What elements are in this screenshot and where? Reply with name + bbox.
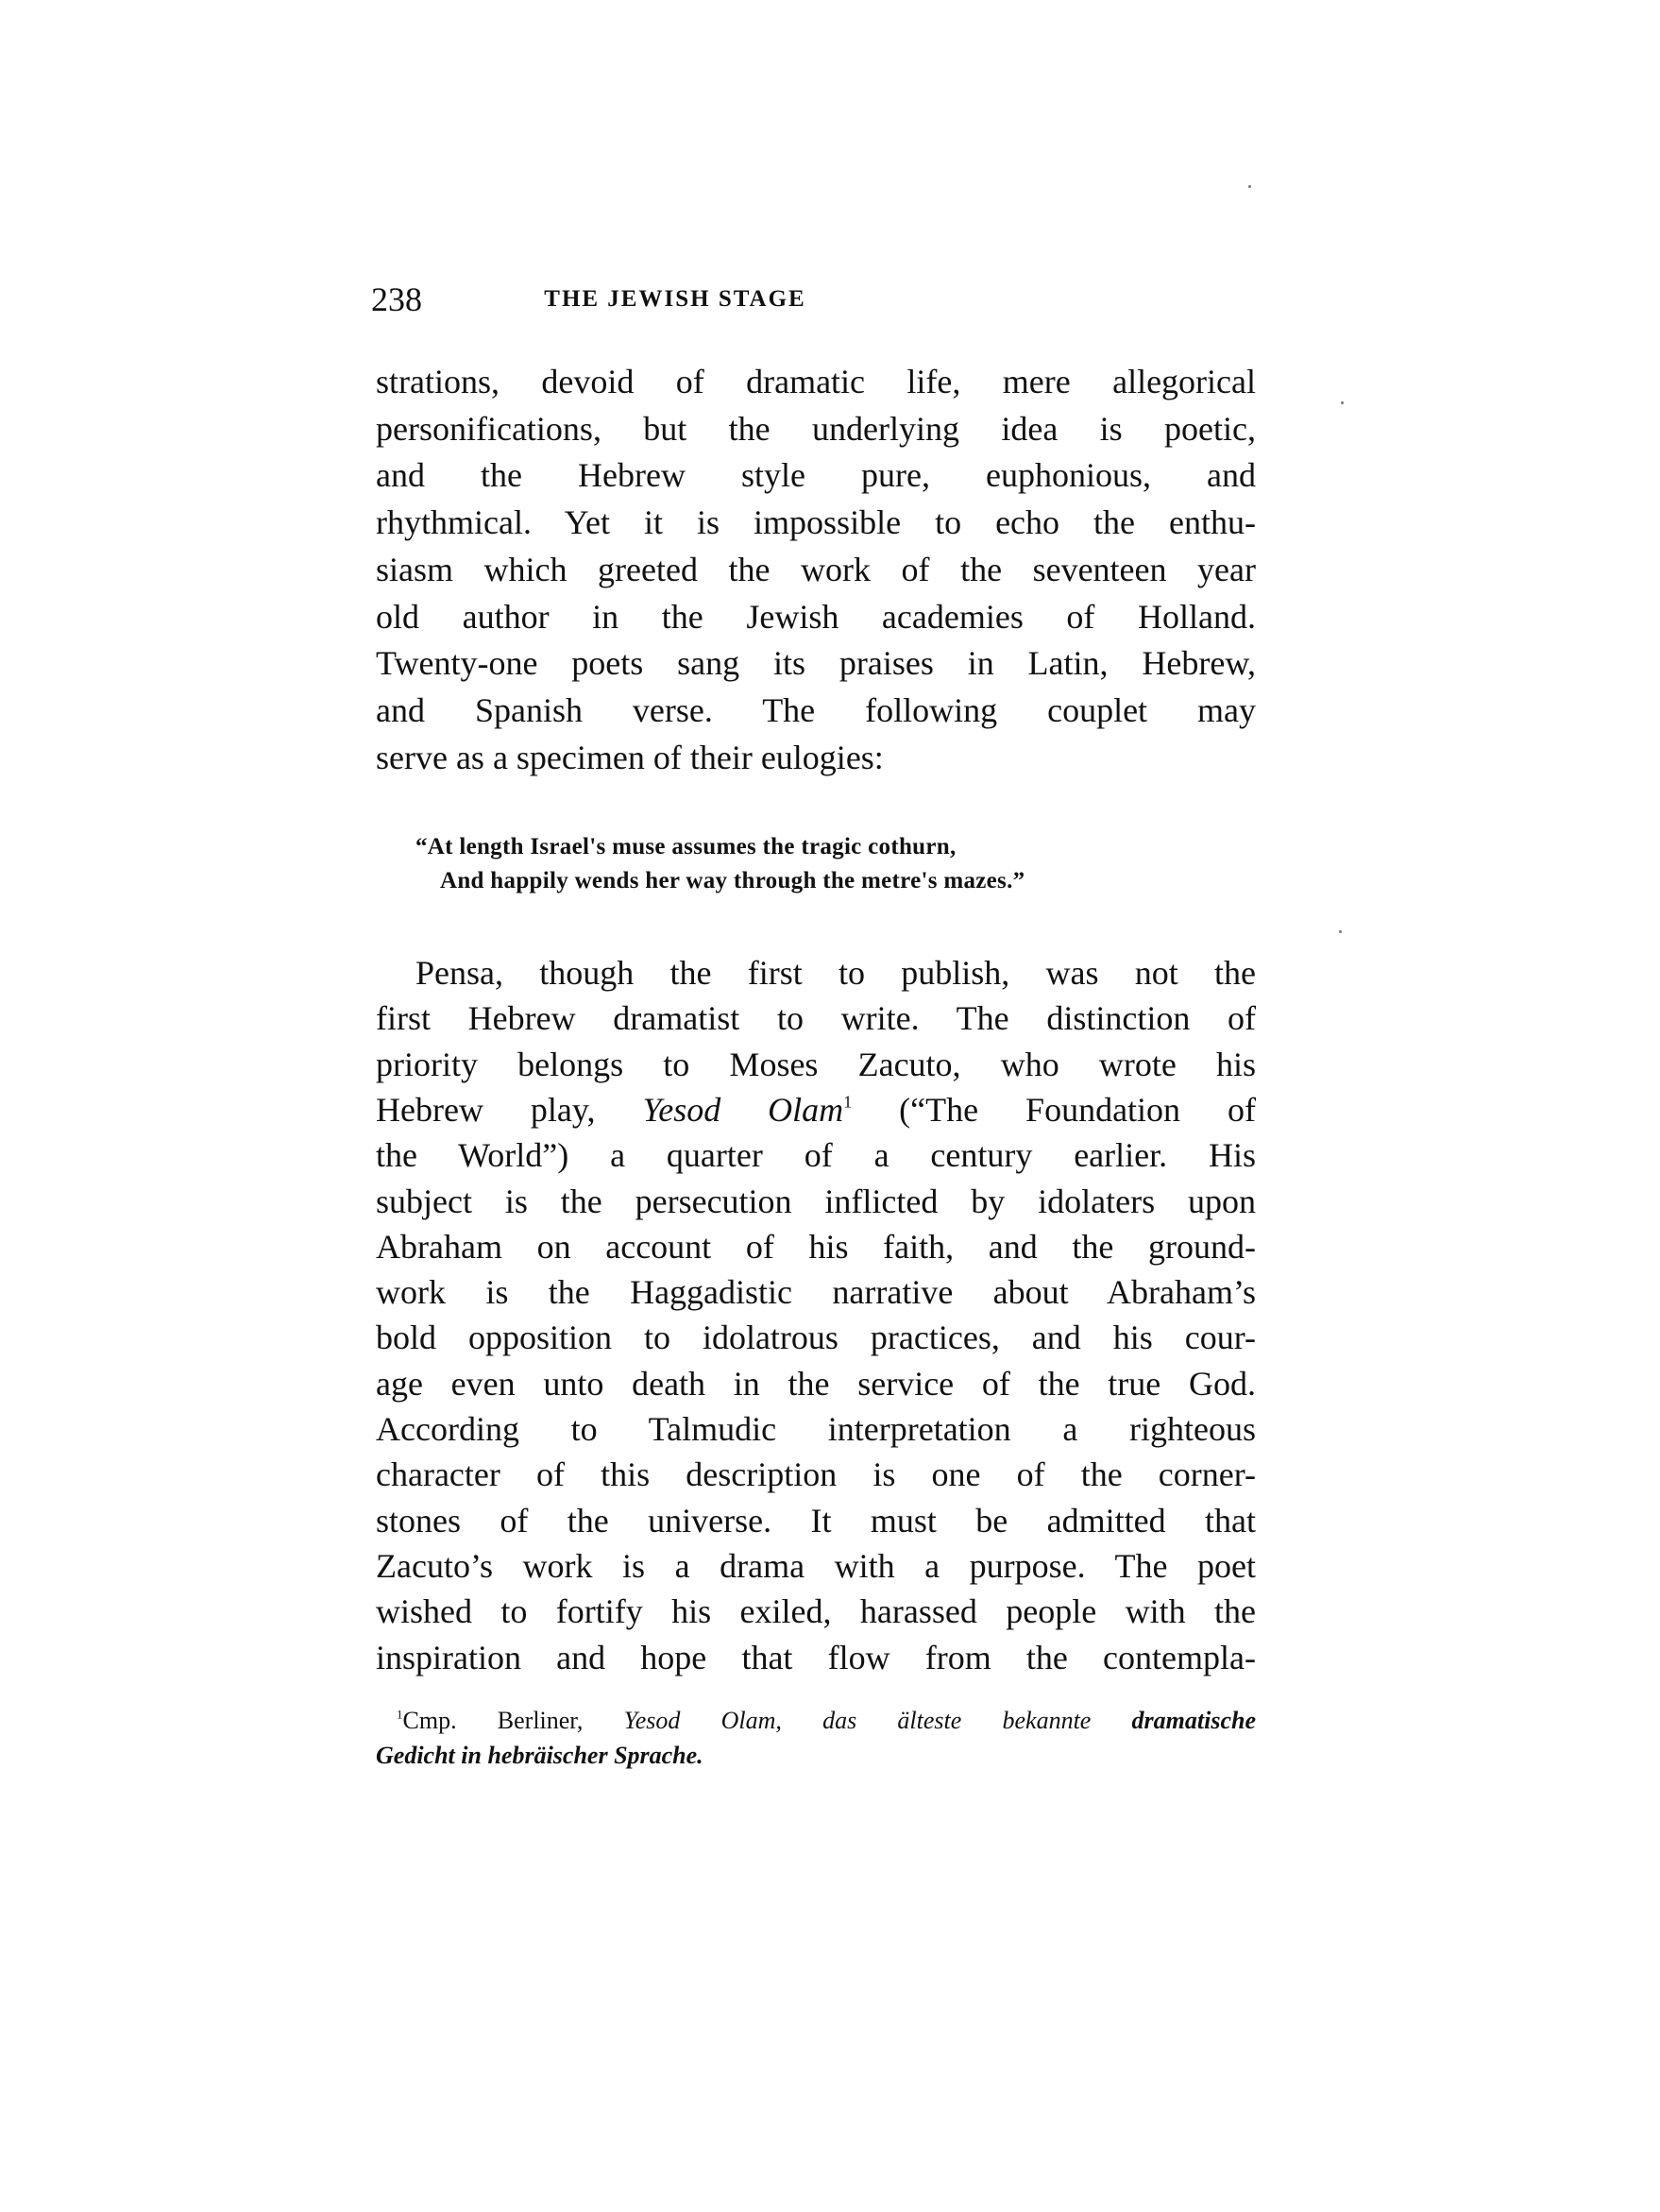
footnote-line xyxy=(376,1741,1256,1771)
text-segment: character of this description is one of the corner- xyxy=(376,1455,1256,1494)
paragraph-2-line xyxy=(415,954,1256,992)
text-segment: strations, devoid of dramatic life, mere allegorical xyxy=(376,363,1256,400)
paragraph-2-line xyxy=(376,1183,1256,1220)
scan-speck xyxy=(1339,930,1342,933)
text-segment: Cmp. Berliner, xyxy=(402,1707,624,1734)
text-segment: and Spanish verse. The following couplet may xyxy=(376,690,1256,729)
text-segment: first Hebrew dramatist to write. The distinction of xyxy=(376,999,1256,1038)
paragraph-2-line xyxy=(376,1136,1256,1174)
paragraph-2-line xyxy=(376,1639,1256,1676)
text-segment: (“The Foundation of xyxy=(852,1090,1256,1129)
text-segment: Gedicht in hebräischer Sprache. xyxy=(376,1742,703,1769)
paragraph-2-line xyxy=(376,1410,1256,1448)
running-title: THE JEWISH STAGE xyxy=(544,286,806,312)
text-segment: rhythmical. Yet it is impossible to echo the enthu- xyxy=(376,503,1256,542)
paragraph-1-line xyxy=(376,598,1256,636)
text-segment: serve as a specimen of their eulogies: xyxy=(376,738,884,776)
paragraph-2-line xyxy=(376,1592,1256,1630)
paragraph-1-line xyxy=(376,410,1256,448)
footnote-line xyxy=(397,1706,1256,1736)
paragraph-2-line xyxy=(376,1273,1256,1311)
paragraph-1-line xyxy=(376,503,1256,541)
footnote-marker: 1 xyxy=(843,1092,853,1112)
text-segment: wished to fortify his exiled, harassed people with the xyxy=(376,1592,1256,1631)
paragraph-2-line xyxy=(376,1547,1256,1585)
scan-speck xyxy=(1341,401,1344,404)
text-segment: Twenty-one poets sang its praises in Latin, Hebrew, xyxy=(376,644,1256,683)
text-segment: Abraham on account of his faith, and the ground- xyxy=(376,1227,1256,1266)
text-segment: the World”) a quarter of a century earlier. His xyxy=(376,1136,1256,1175)
text-segment: According to Talmudic interpretation a righteous xyxy=(376,1410,1256,1448)
paragraph-2-line xyxy=(376,1091,1256,1129)
text-segment: personifications, but the underlying idea is poetic, xyxy=(376,409,1256,448)
text-segment: old author in the Jewish academies of Holland. xyxy=(376,597,1256,636)
text-segment: dramatische xyxy=(1131,1707,1256,1734)
paragraph-1-line xyxy=(376,551,1256,588)
paragraph-2-line xyxy=(376,1319,1256,1356)
paragraph-2-line xyxy=(376,1365,1256,1403)
text-segment: and the Hebrew style pure, euphonious, and xyxy=(376,456,1256,495)
quote-line-1: “At length Israel's muse assumes the tragic cothurn, xyxy=(415,834,957,859)
paragraph-2-line xyxy=(376,1502,1256,1540)
text-segment: Yesod Olam, das älteste bekannte xyxy=(623,1707,1132,1734)
paragraph-1-line xyxy=(376,456,1256,494)
text-segment: age even unto death in the service of the true God. xyxy=(376,1364,1256,1403)
text-segment: Pensa, though the first to publish, was not the xyxy=(415,954,1256,992)
paragraph-1-line xyxy=(376,644,1256,682)
text-segment: subject is the persecution inflicted by idolaters upon xyxy=(376,1182,1256,1220)
text-segment: inspiration and hope that flow from the contempla- xyxy=(376,1638,1256,1676)
text-segment: bold opposition to idolatrous practices, and his cour- xyxy=(376,1319,1256,1357)
text-segment: Zacuto’s work is a drama with a purpose. The poet xyxy=(376,1546,1256,1585)
text-segment: priority belongs to Moses Zacuto, who wrote his xyxy=(376,1045,1256,1083)
scan-speck xyxy=(1248,185,1251,188)
paragraph-2-line xyxy=(376,1046,1256,1083)
page-number: 238 xyxy=(371,281,422,318)
text-segment: stones of the universe. It must be admitted that xyxy=(376,1501,1256,1540)
paragraph-2-line xyxy=(376,999,1256,1037)
text-segment: Yesod Olam xyxy=(642,1090,844,1129)
footnote-marker: 1 xyxy=(397,1707,403,1722)
text-segment: work is the Haggadistic narrative about Abraham’s xyxy=(376,1273,1256,1312)
text-segment: siasm which greeted the work of the seventeen year xyxy=(376,550,1256,588)
text-segment: Hebrew play, xyxy=(376,1090,643,1129)
paragraph-2-line xyxy=(376,1455,1256,1493)
paragraph-1-line xyxy=(376,691,1256,729)
paragraph-1-line xyxy=(376,739,1256,776)
paragraph-1-line xyxy=(376,363,1256,400)
paragraph-2-line xyxy=(376,1228,1256,1266)
quote-line-2: And happily wends her way through the metre's mazes.” xyxy=(440,868,1025,893)
